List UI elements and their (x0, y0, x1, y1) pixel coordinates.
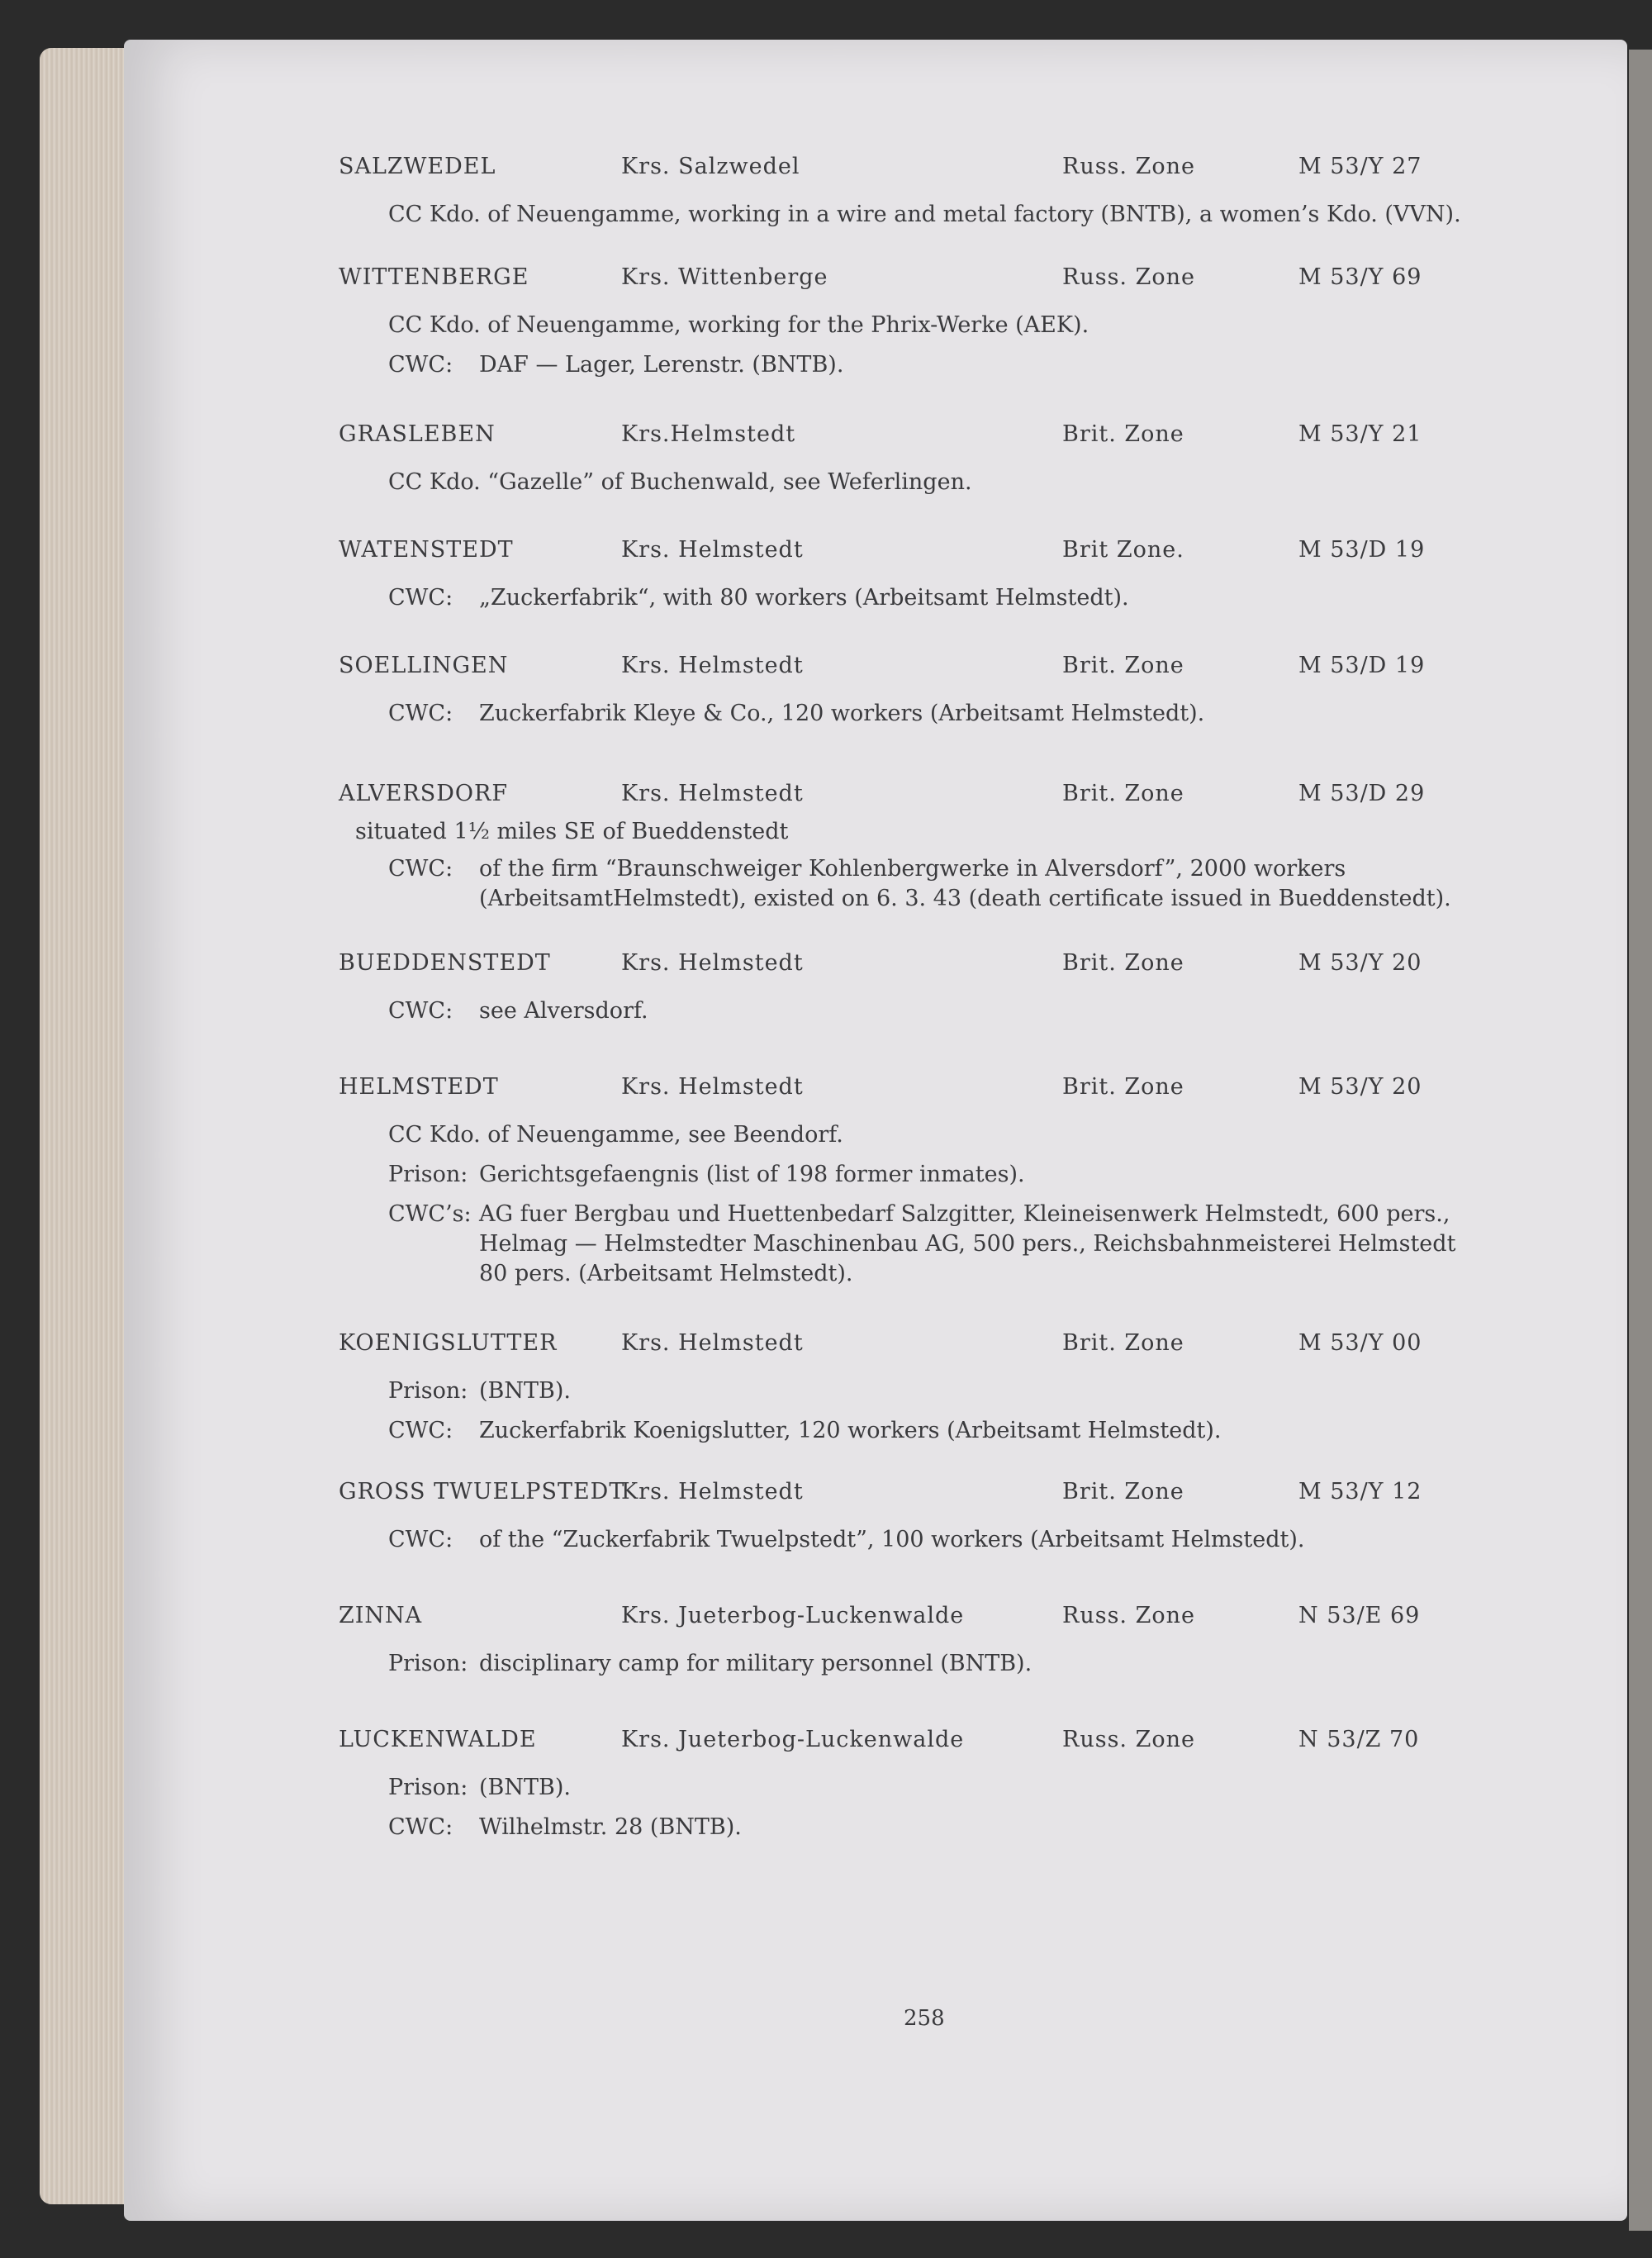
place-name: HELMSTEDT (339, 1074, 499, 1100)
place-entry (339, 1479, 1487, 1555)
district: Krs. Jueterbog-Luckenwalde (621, 1603, 965, 1628)
line-text: Zuckerfabrik Koenigslutter, 120 workers (Arbeitsamt Helmstedt). (479, 1418, 1222, 1443)
district: Krs. Helmstedt (621, 537, 804, 563)
line-text: (BNTB). (479, 1775, 571, 1800)
district: Krs. Salzwedel (621, 154, 800, 179)
district: Krs. Jueterbog-Luckenwalde (621, 1727, 965, 1752)
line-text: of the “Zuckerfabrik Twuelpstedt”, 100 workers (Arbeitsamt Helmstedt). (479, 1527, 1305, 1552)
map-reference: M 53/D 19 (1298, 653, 1426, 678)
place-entry (339, 950, 1487, 1026)
entry-line (339, 311, 1487, 340)
zone: Russ. Zone (1062, 154, 1195, 179)
line-text: „Zuckerfabrik“, with 80 workers (Arbeitsamt Helmstedt). (479, 585, 1129, 611)
place-entry (339, 421, 1487, 497)
zone: Brit. Zone (1062, 781, 1184, 806)
entry-line (339, 1813, 1487, 1842)
line-text: AG fuer Bergbau und Huettenbedarf Salzgitter, Kleineisenwerk Helmstedt, 600 pers., Helmag — Helmstedter Maschinenbau AG, 500 pers., Reichsbahnmeisterei Helmstedt 80 pers. (Arbeitsamt Helmstedt). (479, 1201, 1456, 1286)
entry-line (339, 854, 1487, 914)
entry-line (339, 1376, 1487, 1406)
line-label: Prison: (388, 1162, 468, 1187)
entry-heading (339, 1074, 1487, 1110)
entry-heading (339, 537, 1487, 573)
entry-line (339, 1120, 1487, 1150)
district: Krs. Helmstedt (621, 950, 804, 976)
line-text: (BNTB). (479, 1378, 571, 1404)
map-reference: M 53/Y 20 (1298, 950, 1422, 976)
entry-heading (339, 264, 1487, 301)
line-text: of the firm “Braunschweiger Kohlenbergwerke in Alversdorf”, 2000 workers (ArbeitsamtHelmstedt), existed on 6. 3. 43 (death certificate issued in Bueddenstedt). (479, 856, 1451, 911)
zone: Brit Zone. (1062, 537, 1184, 563)
entry-line (339, 468, 1487, 497)
place-name: WATENSTEDT (339, 537, 514, 563)
map-reference: M 53/Y 69 (1298, 264, 1422, 290)
map-reference: M 53/D 19 (1298, 537, 1426, 563)
line-label: CWC: (388, 701, 453, 726)
place-name: KOENIGSLUTTER (339, 1330, 558, 1356)
entry-heading (339, 421, 1487, 458)
zone: Brit. Zone (1062, 1330, 1184, 1356)
district: Krs.Helmstedt (621, 421, 796, 447)
page-number: 258 (904, 2006, 945, 2031)
place-name: SOELLINGEN (339, 653, 509, 678)
place-name: GRASLEBEN (339, 421, 496, 447)
entry-line (339, 200, 1487, 230)
line-label: Prison: (388, 1775, 468, 1800)
line-label: CWC: (388, 856, 453, 882)
book-page (124, 40, 1627, 2221)
district: Krs. Helmstedt (621, 1074, 804, 1100)
entry-heading (339, 781, 1487, 817)
entry-line (339, 350, 1487, 380)
line-text: Zuckerfabrik Kleye & Co., 120 workers (Arbeitsamt Helmstedt). (479, 701, 1205, 726)
place-name: BUEDDENSTEDT (339, 950, 551, 976)
entry-heading (339, 1479, 1487, 1515)
place-entry (339, 537, 1487, 613)
entry-location-note: situated 1½ miles SE of Bueddenstedt (355, 819, 789, 844)
zone: Russ. Zone (1062, 1727, 1195, 1752)
entry-heading (339, 950, 1487, 986)
place-name: SALZWEDEL (339, 154, 496, 179)
line-text: Gerichtsgefaengnis (list of 198 former inmates). (479, 1162, 1025, 1187)
district: Krs. Helmstedt (621, 1330, 804, 1356)
zone: Brit. Zone (1062, 950, 1184, 976)
page-content (124, 40, 1627, 2221)
entry-line (339, 1200, 1487, 1289)
map-reference: M 53/D 29 (1298, 781, 1426, 806)
line-text: Wilhelmstr. 28 (BNTB). (479, 1814, 742, 1840)
line-label: CWC: (388, 1814, 453, 1840)
entry-heading (339, 653, 1487, 689)
zone: Brit. Zone (1062, 1074, 1184, 1100)
place-entry (339, 264, 1487, 380)
line-label: CWC: (388, 585, 453, 611)
place-name: LUCKENWALDE (339, 1727, 537, 1752)
entry-heading (339, 1330, 1487, 1367)
place-entry (339, 1727, 1487, 1842)
line-text: disciplinary camp for military personnel (BNTB). (479, 1651, 1032, 1676)
map-reference: M 53/Y 20 (1298, 1074, 1422, 1100)
place-name: ZINNA (339, 1603, 423, 1628)
place-entry (339, 1074, 1487, 1289)
zone: Russ. Zone (1062, 264, 1195, 290)
line-label: Prison: (388, 1651, 468, 1676)
line-label: CWC’s: (388, 1201, 472, 1227)
line-label: CWC: (388, 352, 453, 378)
map-reference: N 53/Z 70 (1298, 1727, 1420, 1752)
district: Krs. Helmstedt (621, 1479, 804, 1505)
zone: Brit. Zone (1062, 653, 1184, 678)
line-label: Prison: (388, 1378, 468, 1404)
place-entry (339, 1330, 1487, 1446)
entry-heading (339, 1603, 1487, 1639)
entry-line (339, 699, 1487, 729)
line-text: CC Kdo. “Gazelle” of Buchenwald, see Weferlingen. (388, 469, 972, 495)
entry-line (339, 1160, 1487, 1190)
map-reference: M 53/Y 00 (1298, 1330, 1422, 1356)
map-reference: M 53/Y 21 (1298, 421, 1422, 447)
zone: Brit. Zone (1062, 1479, 1184, 1505)
district: Krs. Helmstedt (621, 781, 804, 806)
district: Krs. Helmstedt (621, 653, 804, 678)
line-text: see Alversdorf. (479, 998, 648, 1024)
entry-line (339, 1416, 1487, 1446)
line-label: CWC: (388, 1418, 453, 1443)
line-label: CWC: (388, 998, 453, 1024)
zone: Brit. Zone (1062, 421, 1184, 447)
line-text: CC Kdo. of Neuengamme, working for the Phrix-Werke (AEK). (388, 312, 1089, 338)
entry-line (339, 583, 1487, 613)
entry-line (339, 1773, 1487, 1803)
zone: Russ. Zone (1062, 1603, 1195, 1628)
district: Krs. Wittenberge (621, 264, 828, 290)
place-entry (339, 1603, 1487, 1679)
line-text: CC Kdo. of Neuengamme, see Beendorf. (388, 1122, 843, 1148)
entry-heading (339, 154, 1487, 190)
place-name: GROSS TWUELPSTEDT (339, 1479, 625, 1505)
line-text: CC Kdo. of Neuengamme, working in a wire and metal factory (BNTB), a women’s Kdo. (VVN). (388, 202, 1461, 227)
line-label: CWC: (388, 1527, 453, 1552)
adjacent-page-edge (1629, 50, 1652, 2231)
place-name: ALVERSDORF (339, 781, 509, 806)
map-reference: N 53/E 69 (1298, 1603, 1421, 1628)
entry-line (339, 996, 1487, 1026)
place-entry (339, 154, 1487, 230)
map-reference: M 53/Y 27 (1298, 154, 1422, 179)
entry-line (339, 1525, 1487, 1555)
place-entry (339, 653, 1487, 729)
place-entry (339, 781, 1487, 914)
place-name: WITTENBERGE (339, 264, 529, 290)
line-text: DAF — Lager, Lerenstr. (BNTB). (479, 352, 844, 378)
entry-heading (339, 1727, 1487, 1763)
entry-line (339, 1649, 1487, 1679)
map-reference: M 53/Y 12 (1298, 1479, 1422, 1505)
